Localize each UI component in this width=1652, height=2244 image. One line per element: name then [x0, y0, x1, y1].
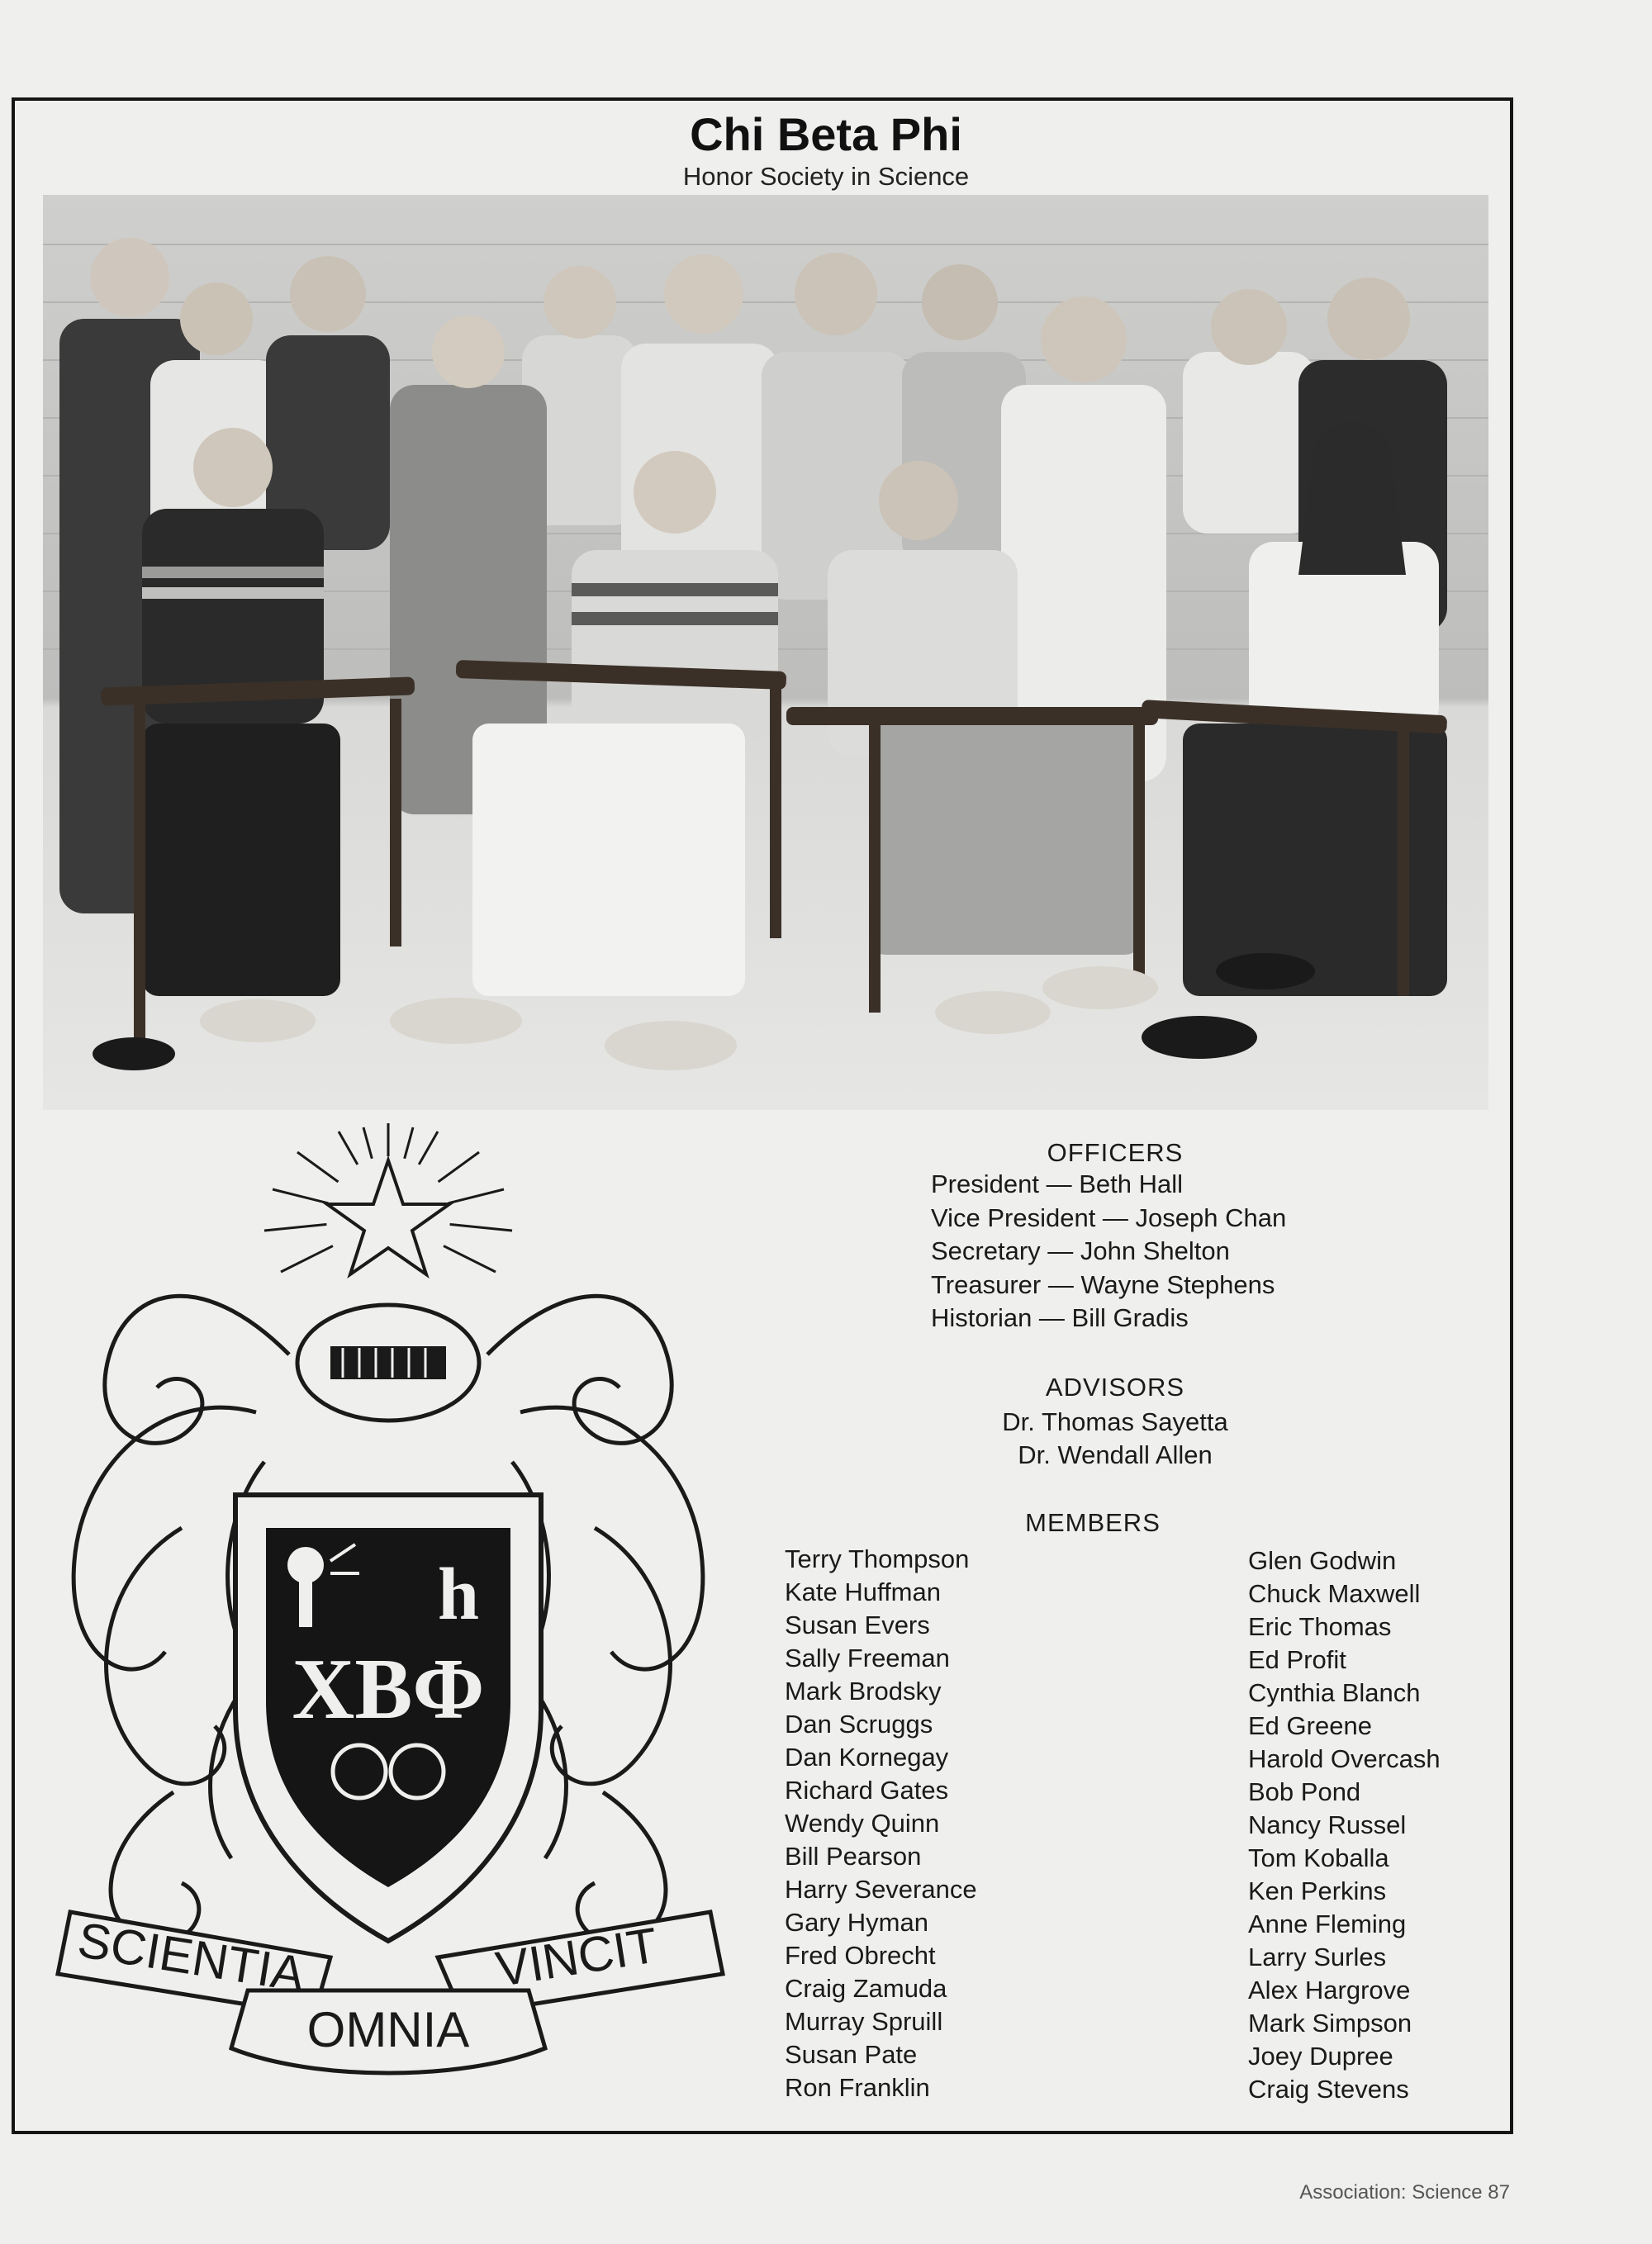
member-name: Ed Profit	[1248, 1645, 1346, 1674]
member-name: Craig Zamuda	[785, 1974, 947, 2003]
member-name: Harry Severance	[785, 1875, 977, 1904]
officer-row: President — Beth Hall	[931, 1169, 1183, 1198]
svg-text:h: h	[438, 1554, 480, 1635]
member-name: Chuck Maxwell	[1248, 1579, 1421, 1608]
member-name: Mark Simpson	[1248, 2009, 1412, 2038]
member-name: Sally Freeman	[785, 1644, 950, 1672]
shield-letters: XBΦ	[292, 1640, 485, 1737]
advisor-row: Dr. Wendall Allen	[1018, 1440, 1213, 1469]
member-name: Tom Koballa	[1248, 1843, 1389, 1872]
banner-left-text: SCIENTIA	[74, 1911, 309, 2003]
member-name: Harold Overcash	[1248, 1744, 1441, 1773]
officer-row: Secretary — John Shelton	[931, 1236, 1230, 1265]
member-name: Bill Pearson	[785, 1842, 922, 1871]
member-name: Wendy Quinn	[785, 1809, 940, 1838]
member-name: Craig Stevens	[1248, 2075, 1409, 2104]
society-crest	[50, 1115, 727, 2090]
page-footer: Association: Science 87	[1299, 2181, 1510, 2204]
member-name: Joey Dupree	[1248, 2042, 1393, 2071]
officers-heading: OFFICERS	[1047, 1138, 1184, 1167]
member-name: Bob Pond	[1248, 1777, 1361, 1806]
members-left-column	[785, 1543, 977, 2104]
advisors-heading: ADVISORS	[1045, 1373, 1185, 1402]
member-name: Fred Obrecht	[785, 1941, 936, 1970]
member-name: Glen Godwin	[1248, 1546, 1397, 1575]
advisor-row: Dr. Thomas Sayetta	[1002, 1407, 1228, 1436]
member-name: Nancy Russel	[1248, 1810, 1407, 1839]
member-name: Gary Hyman	[785, 1908, 928, 1937]
officer-row: Treasurer — Wayne Stephens	[931, 1269, 1275, 1299]
member-name: Ron Franklin	[785, 2073, 930, 2102]
page-subtitle: Honor Society in Science	[682, 162, 970, 191]
member-name: Anne Fleming	[1248, 1910, 1407, 1938]
member-name: Ed Greene	[1248, 1711, 1372, 1740]
member-name: Murray Spruill	[785, 2007, 943, 2036]
member-name: Richard Gates	[785, 1776, 949, 1805]
member-name: Susan Evers	[785, 1611, 930, 1639]
member-name: Terry Thompson	[785, 1544, 970, 1573]
member-name: Dan Kornegay	[785, 1743, 949, 1772]
banner-middle-text: OMNIA	[306, 2002, 470, 2057]
advisors-list	[950, 1406, 1280, 1472]
banner-right-text: VINCIT	[491, 1917, 662, 1998]
member-name: Kate Huffman	[785, 1577, 941, 1606]
member-name: Larry Surles	[1248, 1943, 1387, 1971]
members-heading: MEMBERS	[1025, 1508, 1161, 1537]
page-title: Chi Beta Phi	[690, 108, 962, 160]
member-name: Cynthia Blanch	[1248, 1678, 1421, 1707]
group-photo	[43, 195, 1488, 1110]
officers-list	[931, 1168, 1286, 1335]
member-name: Mark Brodsky	[785, 1677, 942, 1706]
members-right-column	[1248, 1544, 1441, 2106]
officer-row: Vice President — Joseph Chan	[931, 1203, 1287, 1232]
member-name: Eric Thomas	[1248, 1612, 1392, 1641]
member-name: Susan Pate	[785, 2040, 918, 2069]
member-name: Dan Scruggs	[785, 1710, 933, 1739]
officer-row: Historian — Bill Gradis	[931, 1303, 1189, 1332]
member-name: Ken Perkins	[1248, 1876, 1387, 1905]
member-name: Alex Hargrove	[1248, 1976, 1411, 2004]
